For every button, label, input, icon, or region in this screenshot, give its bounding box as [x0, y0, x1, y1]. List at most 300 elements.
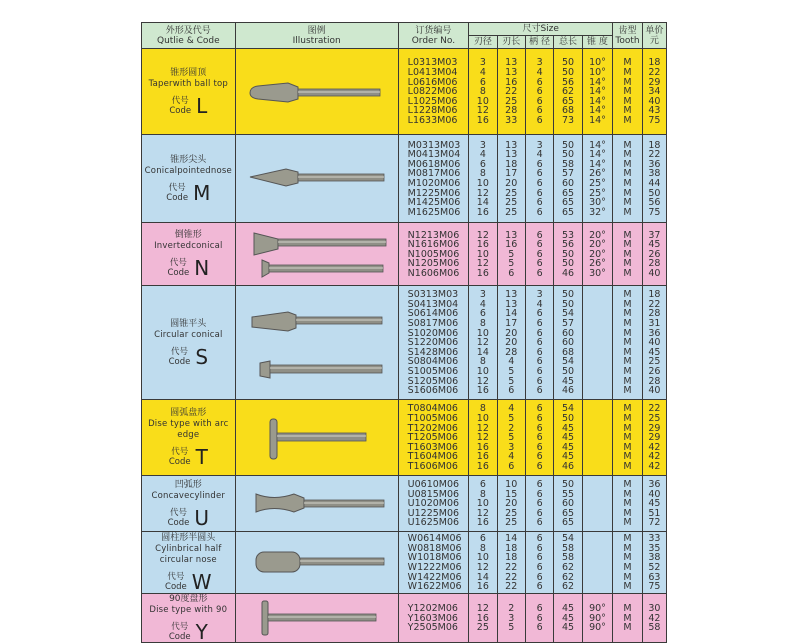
edge-length: 5	[508, 365, 515, 377]
overall-length: 57	[561, 318, 575, 330]
cone-angle	[583, 329, 613, 339]
edge-diameter: 16	[476, 612, 489, 624]
unit-price: 43	[648, 105, 661, 117]
order-number: T1205M06	[407, 432, 458, 444]
overall-length: 46	[561, 460, 575, 472]
tooth-type: M	[623, 187, 632, 199]
shank-diameter: 6	[536, 460, 543, 472]
overall-length: 50	[561, 413, 575, 425]
edge-diameter: 3	[479, 289, 486, 301]
edge-length: 5	[508, 432, 515, 444]
burr-illustration	[235, 135, 398, 223]
edge-length: 28	[505, 105, 518, 117]
shank-diameter-column	[525, 223, 553, 286]
shank-diameter: 6	[536, 248, 543, 260]
unit-price: 42	[648, 612, 661, 624]
shank-diameter: 6	[536, 552, 543, 564]
unit-price-column	[642, 286, 666, 400]
tooth-type: M	[623, 139, 632, 151]
outline-code-cell	[142, 49, 236, 135]
edge-diameter: 3	[479, 139, 486, 151]
order-number: T1202M06	[407, 422, 458, 434]
unit-price: 26	[648, 248, 661, 260]
tooth-type: M	[623, 57, 632, 69]
shank-diameter: 6	[536, 562, 543, 573]
order-number-column	[398, 223, 468, 286]
edge-diameter: 10	[476, 552, 489, 564]
shank-diameter: 6	[536, 187, 543, 199]
unit-price: 45	[648, 346, 661, 358]
cone-angle-column	[582, 532, 613, 594]
header-size-total: 总长	[554, 36, 582, 49]
edge-length: 25	[505, 517, 518, 529]
shape-code-letter: U	[194, 505, 210, 530]
product-group-row	[142, 594, 667, 643]
tooth-type: M	[623, 95, 632, 107]
overall-length: 50	[561, 67, 575, 79]
overall-length: 45	[561, 451, 575, 463]
edge-length: 10	[505, 479, 518, 491]
edge-length: 16	[505, 239, 518, 251]
shank-diameter: 6	[536, 168, 543, 180]
order-number: N1213M06	[407, 229, 460, 241]
cone-angle: 14°	[589, 139, 606, 151]
cone-angle: 25°	[589, 178, 606, 189]
edge-diameter: 10	[476, 498, 489, 510]
cone-angle	[583, 480, 613, 490]
overall-length: 73	[561, 114, 575, 126]
cone-angle: 26°	[589, 168, 606, 180]
overall-length: 56	[561, 76, 575, 88]
overall-length-column	[554, 476, 582, 532]
edge-length: 13	[505, 57, 518, 69]
edge-diameter: 16	[476, 239, 489, 251]
order-number: T1606M06	[407, 460, 458, 472]
unit-price: 18	[648, 289, 661, 301]
cone-angle-column	[582, 476, 613, 532]
overall-length: 60	[561, 327, 575, 339]
tooth-type: M	[623, 346, 632, 358]
tooth-type: M	[623, 403, 632, 415]
overall-length-column	[554, 49, 582, 135]
order-number: M1020M06	[407, 178, 461, 189]
overall-length: 60	[561, 178, 575, 189]
tooth-type: M	[623, 229, 632, 241]
cone-angle: 90°	[589, 603, 606, 615]
header-price: 单价 元	[642, 23, 666, 49]
edge-length: 13	[505, 139, 518, 151]
order-number-column	[398, 135, 468, 223]
edge-diameter: 12	[476, 337, 489, 349]
cone-angle: 90°	[589, 622, 606, 634]
cone-angle	[583, 300, 613, 310]
overall-length: 50	[561, 365, 575, 377]
unit-price: 42	[648, 460, 661, 472]
shank-diameter-column	[525, 135, 553, 223]
order-number: S1220M06	[407, 337, 459, 349]
shape-name-cn: 圆弧盘形	[170, 408, 207, 418]
edge-length: 17	[505, 318, 518, 330]
shank-diameter-column	[525, 594, 553, 643]
cone-angle	[583, 414, 613, 424]
cone-angle	[583, 534, 613, 544]
edge-diameter: 14	[476, 571, 489, 583]
order-number: U1225M06	[407, 507, 460, 519]
edge-length: 3	[508, 441, 515, 453]
header-size-diameter: 刃径	[469, 36, 497, 49]
unit-price: 44	[648, 178, 661, 189]
shank-diameter-column	[525, 400, 553, 476]
tooth-type: M	[623, 507, 632, 519]
overall-length: 58	[561, 158, 575, 170]
edge-length: 25	[505, 206, 518, 218]
code-label: 代号 Code U	[167, 505, 210, 530]
shape-name-cn: 凹弧形	[174, 479, 202, 490]
tooth-type: M	[623, 517, 632, 529]
overall-length: 50	[561, 139, 575, 151]
edge-length: 13	[505, 149, 518, 161]
tooth-type: M	[623, 612, 632, 624]
shank-diameter: 4	[536, 149, 543, 161]
edge-diameter: 8	[479, 356, 486, 368]
edge-length: 20	[505, 498, 518, 510]
cone-angle: 20°	[589, 248, 606, 260]
overall-length: 45	[561, 422, 575, 434]
cone-angle	[583, 404, 613, 414]
overall-length: 60	[561, 337, 575, 349]
unit-price: 36	[648, 327, 661, 339]
tooth-type: M	[623, 498, 632, 510]
overall-length: 46	[561, 385, 575, 397]
edge-length: 22	[505, 571, 518, 583]
overall-length: 65	[561, 187, 575, 199]
shank-diameter: 6	[536, 158, 543, 170]
shank-diameter: 6	[536, 197, 543, 209]
cone-angle: 14°	[589, 105, 606, 117]
unit-price: 22	[648, 67, 661, 79]
overall-length: 65	[561, 95, 575, 107]
edge-length: 18	[505, 542, 518, 554]
edge-length-column	[497, 49, 525, 135]
cone-angle: 10°	[589, 57, 606, 69]
unit-price: 28	[648, 375, 661, 387]
carbide-burr-icon	[236, 227, 391, 282]
overall-length: 60	[561, 498, 575, 510]
order-number: S0614M06	[407, 308, 459, 320]
shank-diameter-column	[525, 286, 553, 400]
unit-price: 40	[648, 385, 661, 397]
shank-diameter: 6	[536, 365, 543, 377]
cone-angle	[583, 357, 613, 367]
tooth-type: M	[623, 622, 632, 634]
shank-diameter: 6	[536, 375, 543, 387]
shape-name-en: Taperwith ball top	[148, 78, 229, 89]
shank-diameter: 6	[536, 612, 543, 624]
order-number: T0804M06	[407, 403, 458, 415]
edge-diameter: 12	[476, 258, 489, 270]
tooth-type: M	[623, 451, 632, 463]
overall-length: 65	[561, 206, 575, 218]
shank-diameter: 6	[536, 441, 543, 453]
product-group-row	[142, 400, 667, 476]
overall-length: 54	[561, 356, 575, 368]
burr-catalog-sheet	[141, 22, 667, 643]
edge-length-column	[497, 135, 525, 223]
shape-name-en: Dise type with 90	[149, 605, 228, 615]
edge-diameter: 10	[476, 327, 489, 339]
tooth-type: M	[623, 365, 632, 377]
overall-length: 54	[561, 403, 575, 415]
tooth-type: M	[623, 422, 632, 434]
order-number: M1425M06	[407, 197, 461, 209]
cone-angle	[583, 443, 613, 453]
order-number: S0313M03	[407, 289, 459, 301]
tooth-type: M	[623, 318, 632, 330]
shape-code-letter: Y	[195, 620, 208, 644]
tooth-type: M	[623, 206, 632, 218]
tooth-type: M	[623, 289, 632, 301]
edge-diameter: 10	[476, 365, 489, 377]
burr-illustration	[235, 49, 398, 135]
order-number: T1604M06	[407, 451, 458, 463]
unit-price: 36	[648, 479, 661, 491]
header-size-length: 刃长	[497, 36, 525, 49]
edge-length: 14	[505, 308, 518, 320]
shank-diameter: 6	[536, 239, 543, 251]
unit-price-column	[642, 223, 666, 286]
shank-diameter: 6	[536, 413, 543, 425]
unit-price: 22	[648, 403, 661, 415]
edge-length: 20	[505, 327, 518, 339]
tooth-type: M	[623, 327, 632, 339]
order-number: S1606M06	[407, 385, 459, 397]
cone-angle: 14°	[589, 86, 606, 98]
cone-angle	[583, 452, 613, 462]
shape-name-en: Cylinbrical half circular nose	[155, 544, 222, 565]
shape-code-letter: T	[195, 445, 208, 469]
order-number: L0313M03	[407, 57, 458, 69]
edge-length: 3	[508, 612, 515, 624]
edge-length: 20	[505, 337, 518, 349]
order-number: N1606M06	[407, 267, 460, 279]
overall-length: 50	[561, 248, 575, 260]
order-number: Y2505M06	[407, 622, 458, 634]
cone-angle: 20°	[589, 239, 606, 251]
cone-angle-column	[582, 135, 613, 223]
edge-length: 20	[505, 178, 518, 189]
order-number: L0822M06	[407, 86, 458, 98]
edge-diameter: 8	[479, 488, 486, 500]
edge-diameter: 16	[476, 460, 489, 472]
edge-diameter: 6	[479, 158, 486, 170]
order-number: M1625M06	[407, 206, 461, 218]
overall-length-column	[554, 223, 582, 286]
unit-price: 38	[648, 552, 661, 564]
tooth-type: M	[623, 413, 632, 425]
edge-length: 4	[508, 403, 515, 415]
cone-angle: 25°	[589, 187, 606, 199]
cone-angle	[583, 544, 613, 554]
edge-diameter: 4	[479, 149, 486, 161]
unit-price: 56	[648, 197, 661, 209]
unit-price: 45	[648, 239, 661, 251]
edge-length: 28	[505, 346, 518, 358]
edge-length-column	[497, 476, 525, 532]
cone-angle	[583, 509, 613, 519]
edge-length-column	[497, 400, 525, 476]
burr-illustration	[235, 532, 398, 594]
shank-diameter-column	[525, 532, 553, 594]
shank-diameter: 6	[536, 603, 543, 615]
order-number: S1020M06	[407, 327, 459, 339]
order-number: W0614M06	[407, 533, 462, 545]
overall-length: 58	[561, 552, 575, 564]
burr-illustration	[235, 400, 398, 476]
order-number-column	[398, 49, 468, 135]
burr-illustration	[235, 223, 398, 286]
unit-price: 29	[648, 432, 661, 444]
cone-angle-column	[582, 400, 613, 476]
overall-length: 54	[561, 533, 575, 545]
shank-diameter: 6	[536, 267, 543, 279]
edge-diameter: 14	[476, 197, 489, 209]
overall-length: 55	[561, 488, 575, 500]
overall-length: 68	[561, 105, 575, 117]
cone-angle	[583, 490, 613, 500]
tooth-type: M	[623, 114, 632, 126]
edge-diameter: 16	[476, 206, 489, 218]
header-order-no: 订货编号 Order No.	[398, 23, 468, 49]
edge-diameter: 4	[479, 67, 486, 79]
edge-length: 33	[505, 114, 518, 126]
shank-diameter: 6	[536, 451, 543, 463]
tooth-type: M	[623, 488, 632, 500]
cone-angle	[583, 386, 613, 396]
unit-price: 58	[648, 622, 661, 634]
order-number: L1025M06	[407, 95, 458, 107]
edge-length: 6	[508, 460, 515, 472]
unit-price: 63	[648, 571, 661, 583]
cone-angle: 20°	[589, 229, 606, 241]
unit-price: 75	[648, 206, 661, 218]
unit-price: 29	[648, 76, 661, 88]
shank-diameter: 6	[536, 488, 543, 500]
tooth-type: M	[623, 86, 632, 98]
tooth-type-column	[613, 476, 642, 532]
shank-diameter: 6	[536, 507, 543, 519]
shank-diameter: 6	[536, 308, 543, 320]
tooth-type: M	[623, 149, 632, 161]
shape-code-letter: S	[195, 344, 209, 369]
edge-diameter: 12	[476, 603, 489, 615]
tooth-type-column	[613, 135, 642, 223]
header-tooth: 齿型 Tooth	[613, 23, 642, 49]
shank-diameter: 4	[536, 298, 543, 310]
tooth-type: M	[623, 542, 632, 554]
cone-angle-column	[582, 49, 613, 135]
header-size-cone: 锥 度	[582, 36, 613, 49]
outline-code-cell	[142, 476, 236, 532]
order-number: T1005M06	[407, 413, 458, 425]
tooth-type-column	[613, 286, 642, 400]
overall-length: 56	[561, 239, 575, 251]
shank-diameter: 4	[536, 67, 543, 79]
overall-length: 45	[561, 375, 575, 387]
edge-length: 25	[505, 507, 518, 519]
edge-length: 25	[505, 187, 518, 199]
cone-angle: 10°	[589, 67, 606, 79]
header-illustration: 图例 Illustration	[235, 23, 398, 49]
shank-diameter: 6	[536, 114, 543, 126]
shank-diameter: 6	[536, 498, 543, 510]
edge-length-column	[497, 286, 525, 400]
cone-angle	[583, 499, 613, 509]
edge-diameter: 8	[479, 86, 486, 98]
overall-length-column	[554, 594, 582, 643]
unit-price-column	[642, 594, 666, 643]
unit-price-column	[642, 135, 666, 223]
shank-diameter: 3	[536, 139, 543, 151]
overall-length: 45	[561, 441, 575, 453]
overall-length: 65	[561, 507, 575, 519]
edge-length: 25	[505, 95, 518, 107]
shank-diameter: 6	[536, 105, 543, 117]
edge-length: 5	[508, 258, 515, 270]
product-group-row	[142, 476, 667, 532]
cone-angle	[583, 518, 613, 528]
edge-diameter: 8	[479, 403, 486, 415]
edge-diameter: 16	[476, 114, 489, 126]
cone-angle	[583, 377, 613, 387]
shape-name-en: Circular conical	[154, 329, 223, 340]
header-size: 尺寸Size	[469, 23, 613, 36]
tooth-type: M	[623, 105, 632, 117]
overall-length: 50	[561, 289, 575, 301]
order-number-column	[398, 532, 468, 594]
edge-diameter-column	[469, 286, 497, 400]
edge-length: 5	[508, 248, 515, 260]
order-number: W0818M06	[407, 542, 462, 554]
unit-price: 52	[648, 562, 661, 573]
unit-price: 75	[648, 114, 661, 126]
shank-diameter: 3	[536, 289, 543, 301]
unit-price: 18	[648, 139, 661, 151]
shank-diameter: 6	[536, 346, 543, 358]
order-number: S0817M06	[407, 318, 459, 330]
edge-length: 25	[505, 197, 518, 209]
edge-length: 4	[508, 356, 515, 368]
overall-length: 45	[561, 622, 575, 634]
edge-diameter-column	[469, 532, 497, 594]
shape-name-cn: 90度盘形	[169, 594, 208, 604]
unit-price: 22	[648, 149, 661, 161]
outline-code-cell	[142, 532, 236, 594]
unit-price: 25	[648, 413, 661, 425]
overall-length: 46	[561, 267, 575, 279]
product-group-row	[142, 49, 667, 135]
order-number: N1616M06	[407, 239, 460, 251]
shank-diameter: 6	[536, 517, 543, 529]
order-number: W1018M06	[407, 552, 462, 564]
cone-angle	[583, 563, 613, 573]
overall-length: 62	[561, 581, 575, 593]
cone-angle: 14°	[589, 95, 606, 107]
unit-price: 22	[648, 298, 661, 310]
shank-diameter: 6	[536, 479, 543, 491]
order-number: U1020M06	[407, 498, 460, 510]
shape-name-cn: 圆柱形半圆头	[161, 533, 216, 543]
overall-length: 50	[561, 479, 575, 491]
